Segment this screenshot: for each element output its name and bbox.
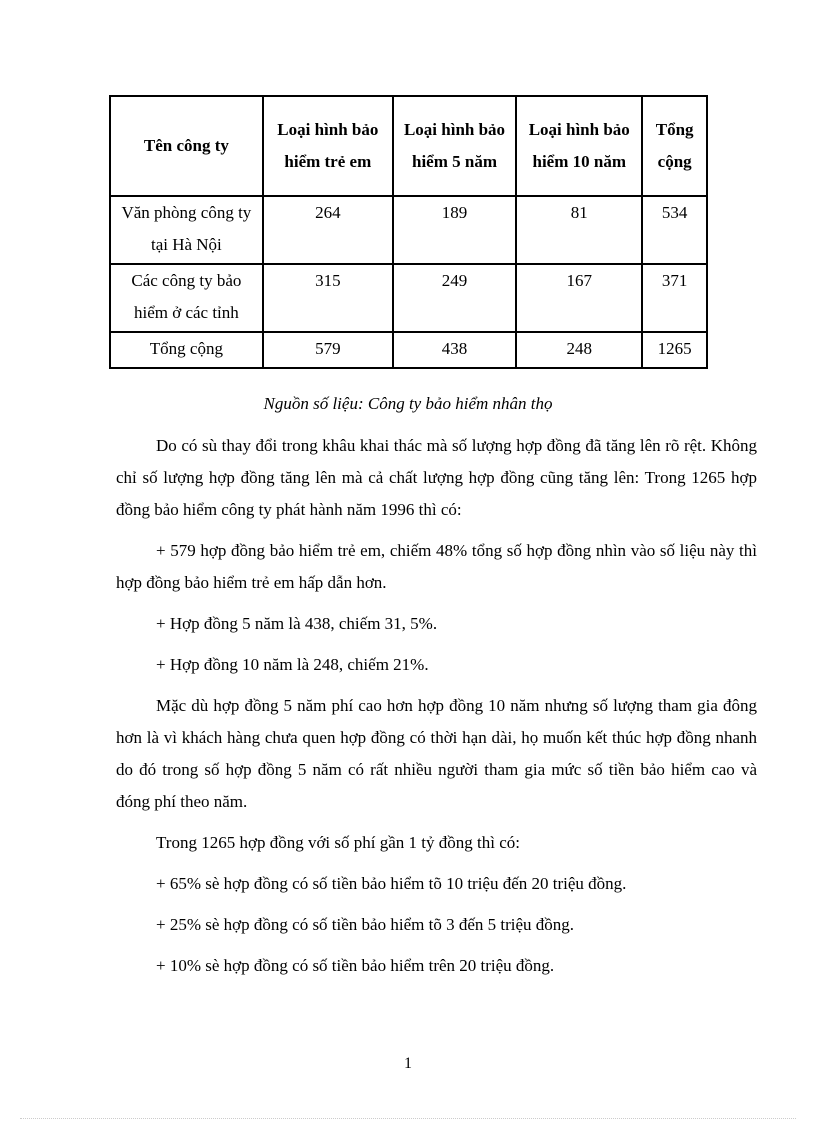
page-number: 1 [404, 1055, 412, 1072]
list-item: + 65% sè hợp đồng có số tiền bảo hiểm tõ 10 triệu đến 20 triệu đồng. [156, 874, 627, 893]
header-10-year-insurance: Loại hình bảo hiểm 10 năm [516, 96, 642, 196]
header-company: Tên công ty [110, 96, 263, 196]
cell-total: 1265 [642, 332, 707, 368]
insurance-contracts-table [109, 95, 708, 369]
table-row [110, 332, 707, 368]
cell-value: 579 [263, 332, 393, 368]
cell-total: 534 [642, 196, 707, 264]
cell-value: 248 [516, 332, 642, 368]
list-item: + 579 hợp đồng bảo hiểm trẻ em, chiếm 48% tổng số hợp đồng nhìn vào số liệu này thì hợp đồng bảo hiểm trẻ em hấp dẫn hơn. [116, 541, 757, 592]
header-child-insurance: Loại hình bảo hiểm trẻ em [263, 96, 393, 196]
cell-company: Tổng cộng [110, 332, 263, 368]
paragraph: Do có sù thay đổi trong khâu khai thác mà số lượng hợp đồng đã tăng lên rõ rệt. Không chỉ số lượng hợp đồng tăng lên mà cả chất lượng hợp đồng cũng tăng lên: Trong 1265 hợp đồng bảo hiểm công ty phát hành năm 1996 thì có: [116, 436, 757, 519]
table-row [110, 264, 707, 332]
cell-company: Các công ty bảo hiểm ở các tỉnh [110, 264, 263, 332]
cell-value: 315 [263, 264, 393, 332]
list-item: + Hợp đồng 5 năm là 438, chiếm 31, 5%. [156, 614, 438, 633]
cell-value: 167 [516, 264, 642, 332]
table-header-row [110, 96, 707, 196]
body-text [116, 430, 757, 991]
cell-value: 438 [393, 332, 516, 368]
table-row [110, 196, 707, 264]
list-item: + 25% sè hợp đồng có số tiền bảo hiểm tõ 3 đến 5 triệu đồng. [156, 915, 575, 934]
list-item: + Hợp đồng 10 năm là 248, chiếm 21%. [156, 655, 429, 674]
cell-value: 81 [516, 196, 642, 264]
cell-value: 264 [263, 196, 393, 264]
cell-value: 189 [393, 196, 516, 264]
cell-total: 371 [642, 264, 707, 332]
cell-company: Văn phòng công ty tại Hà Nội [110, 196, 263, 264]
data-source-caption: Nguồn số liệu: Công ty bảo hiểm nhân thọ [263, 394, 553, 413]
paragraph: Mặc dù hợp đồng 5 năm phí cao hơn hợp đồng 10 năm nhưng số lượng tham gia đông hơn là vì khách hàng chưa quen hợp đồng có thời hạn dài, họ muốn kết thúc hợp đồng nhanh do đó trong số hợp đồng 5 năm có rất nhiều người tham gia mức số tiền bảo hiểm cao và đóng phí theo năm. [116, 696, 757, 811]
header-5-year-insurance: Loại hình bảo hiểm 5 năm [393, 96, 516, 196]
footer-divider [20, 1118, 796, 1119]
cell-value: 249 [393, 264, 516, 332]
list-item: + 10% sè hợp đồng có số tiền bảo hiểm trên 20 triệu đồng. [156, 956, 555, 975]
paragraph: Trong 1265 hợp đồng với số phí gần 1 tỷ đồng thì có: [156, 833, 520, 852]
header-total: Tổng cộng [642, 96, 707, 196]
